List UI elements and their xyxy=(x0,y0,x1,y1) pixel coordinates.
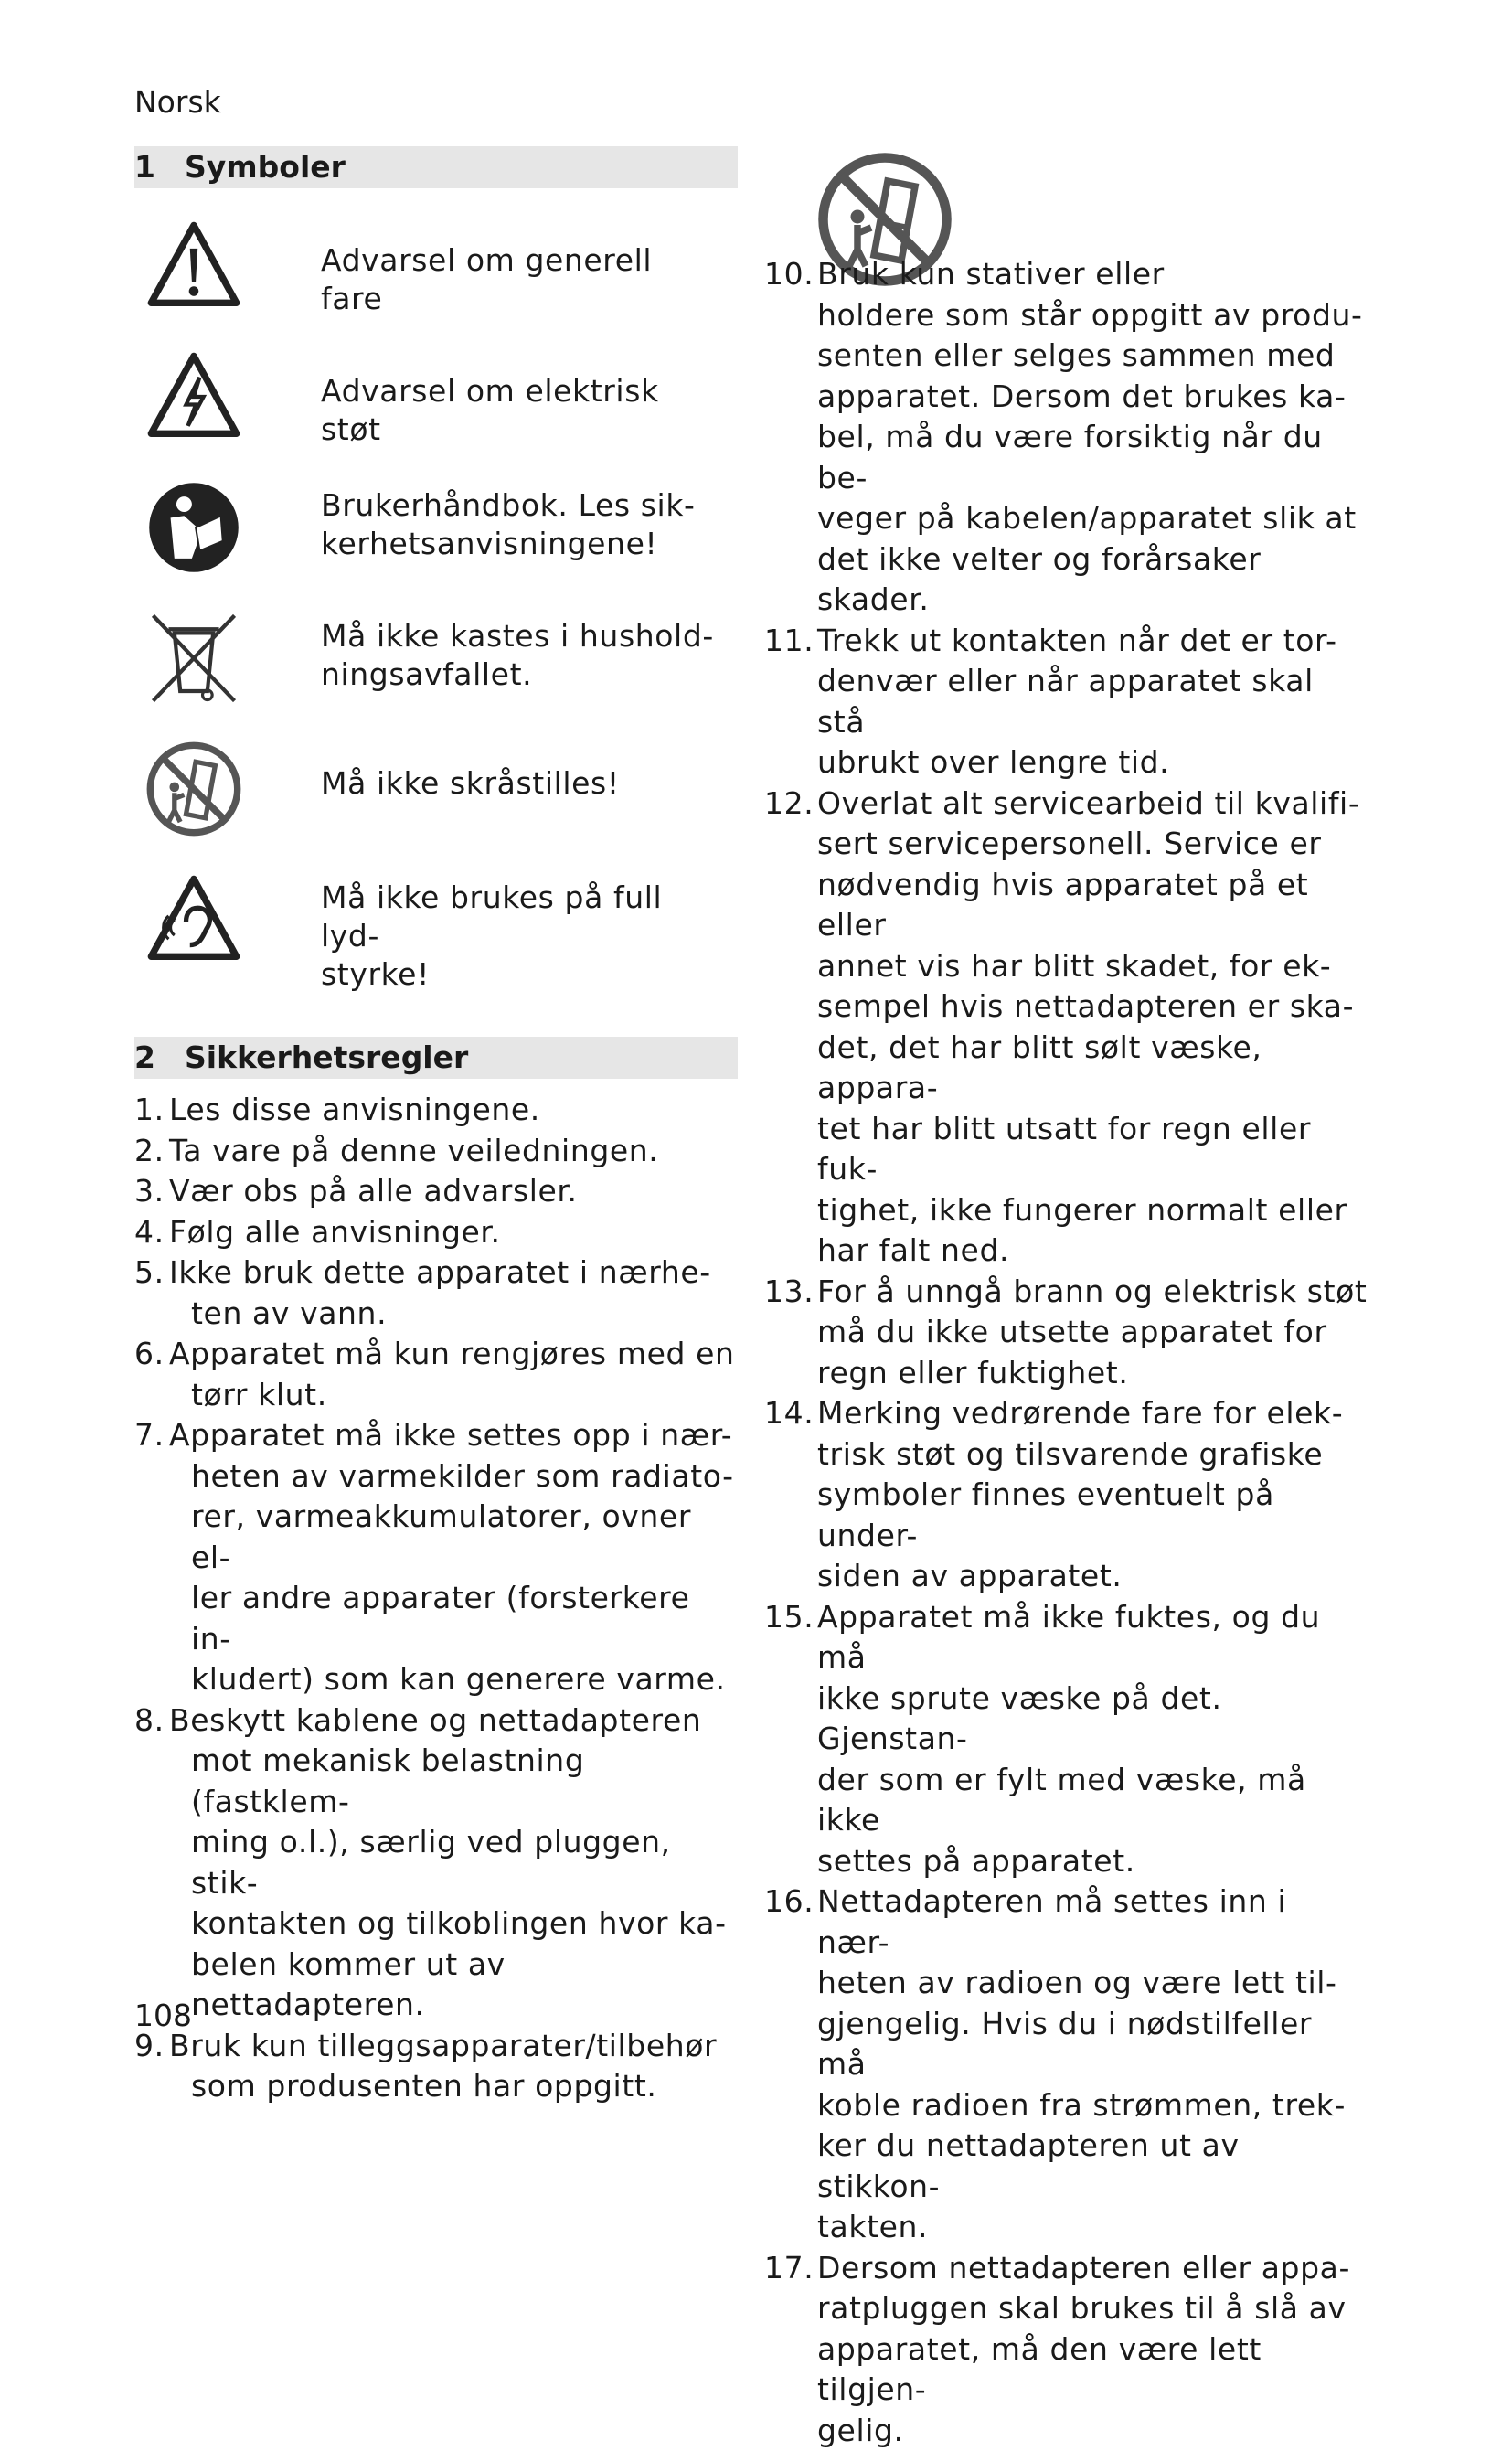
safety-rule-item xyxy=(764,621,1368,783)
symbol-description-line: kerhetsanvisningene! xyxy=(321,525,723,563)
safety-rule-line: regn eller fuktighet. xyxy=(817,1353,1368,1394)
safety-rule-line: ming o.l.), særlig ved pluggen, stik- xyxy=(191,1822,738,1903)
read-manual-icon xyxy=(145,479,242,576)
symbol-description xyxy=(321,879,723,994)
symbol-description xyxy=(321,764,723,803)
safety-rule-line: ratpluggen skal brukes til å slå av xyxy=(817,2288,1368,2329)
safety-rule-item xyxy=(134,1171,738,1212)
safety-rule-item xyxy=(134,1212,738,1253)
safety-rule-line: Overlat alt servicearbeid til kvalifi- xyxy=(817,783,1368,825)
safety-rule-line: ubrukt over lengre tid. xyxy=(817,742,1368,783)
safety-rule-line: tørr klut. xyxy=(191,1375,738,1416)
safety-rule-item xyxy=(134,1700,738,2026)
symbol-description-line: Må ikke kastes i hushold- xyxy=(321,617,723,655)
safety-rule-line: sert servicepersonell. Service er xyxy=(817,824,1368,865)
symbol-description-line: Advarsel om generell fare xyxy=(321,241,723,318)
crossed-bin-icon xyxy=(145,610,242,707)
symbol-description xyxy=(321,241,723,318)
safety-rules-right xyxy=(764,254,1368,2451)
symbol-description-line: Brukerhåndbok. Les sik- xyxy=(321,486,723,525)
safety-rule-number: 1. xyxy=(134,1090,165,1131)
symbol-description xyxy=(321,617,723,694)
safety-rule-line: tet har blitt utsatt for regn eller fuk- xyxy=(817,1109,1368,1190)
left-column xyxy=(134,146,738,2107)
page-number: 108 xyxy=(134,1998,192,2033)
safety-rule-line: veger på kabelen/apparatet slik at xyxy=(817,498,1368,539)
safety-rule-line: der som er fylt med væske, må ikke xyxy=(817,1760,1368,1841)
safety-rule-number: 13. xyxy=(764,1272,814,1313)
safety-rule-line: apparatet. Dersom det brukes ka- xyxy=(817,377,1368,418)
safety-rule-line: sempel hvis nettadapteren er ska- xyxy=(817,986,1368,1028)
safety-rule-item xyxy=(764,1272,1368,1394)
hearing-warning-icon xyxy=(145,871,242,968)
safety-rule-item xyxy=(764,1881,1368,2248)
safety-rule-number: 16. xyxy=(764,1881,814,1923)
safety-rule-item xyxy=(764,254,1368,621)
safety-rule-line: kludert) som kan generere varme. xyxy=(191,1659,738,1700)
safety-rule-line: det, det har blitt sølt væske, appara- xyxy=(817,1028,1368,1109)
symbol-description-line: styrke! xyxy=(321,955,723,994)
safety-rule-line: koble radioen fra strømmen, trek- xyxy=(817,2085,1368,2126)
safety-rule-item xyxy=(134,2026,738,2107)
safety-rule-number: 14. xyxy=(764,1393,814,1434)
safety-rule-line: ker du nettadapteren ut av stikkon- xyxy=(817,2126,1368,2207)
safety-rule-line: kontakten og tilkoblingen hvor ka- xyxy=(191,1903,738,1945)
safety-rule-line: Les disse anvisningene. xyxy=(169,1090,738,1131)
safety-rules-left xyxy=(134,1090,738,2107)
safety-rule-line: holdere som står oppgitt av produ- xyxy=(817,295,1368,336)
safety-rule-line: gjengelig. Hvis du i nødstilfeller må xyxy=(817,2004,1368,2085)
safety-rule-line: tighet, ikke fungerer normalt eller xyxy=(817,1190,1368,1231)
safety-rule-line: takten. xyxy=(817,2207,1368,2248)
right-column xyxy=(764,254,1368,2451)
safety-rule-item xyxy=(134,1252,738,1334)
safety-rule-line: trisk støt og tilsvarende grafiske xyxy=(817,1434,1368,1476)
symbol-description-line: Må ikke brukes på full lyd- xyxy=(321,879,723,955)
safety-rule-number: 12. xyxy=(764,783,814,825)
safety-rule-number: 4. xyxy=(134,1212,165,1253)
safety-rule-line: det ikke velter og forårsaker skader. xyxy=(817,539,1368,621)
symbol-description xyxy=(321,372,723,449)
safety-rule-line: Ikke bruk dette apparatet i nærhe- xyxy=(169,1252,738,1294)
safety-rule-line: ten av vann. xyxy=(191,1294,738,1335)
safety-rule-line: må du ikke utsette apparatet for xyxy=(817,1312,1368,1353)
safety-rule-line: rer, varmeakkumulatorer, ovner el- xyxy=(191,1497,738,1578)
safety-rule-line: Merking vedrørende fare for elek- xyxy=(817,1393,1368,1434)
section-2-heading xyxy=(134,1037,738,1079)
section-2-number: 2 xyxy=(134,1037,185,1079)
safety-rule-line: Bruk kun tilleggsapparater/tilbehør xyxy=(169,2026,738,2067)
safety-rule-item xyxy=(764,1597,1368,1882)
safety-rule-line: nødvendig hvis apparatet på et eller xyxy=(817,865,1368,946)
safety-rule-number: 5. xyxy=(134,1252,165,1294)
symbol-description-line: Advarsel om elektrisk støt xyxy=(321,372,723,449)
symbol-row xyxy=(134,906,738,1037)
safety-rule-number: 17. xyxy=(764,2248,814,2289)
safety-rule-line: gelig. xyxy=(817,2411,1368,2451)
safety-rule-line: bel, må du være forsiktig når du be- xyxy=(817,417,1368,498)
section-1-number: 1 xyxy=(134,146,185,188)
safety-rule-number: 8. xyxy=(134,1700,165,1742)
safety-rule-item xyxy=(134,1334,738,1415)
safety-rule-number: 6. xyxy=(134,1334,165,1375)
safety-rule-line: Nettadapteren må settes inn i nær- xyxy=(817,1881,1368,1963)
no-tilt-icon xyxy=(145,741,242,837)
safety-rule-line: Følg alle anvisninger. xyxy=(169,1212,738,1253)
safety-rule-line: Vær obs på alle advarsler. xyxy=(169,1171,738,1212)
safety-rule-number: 7. xyxy=(134,1415,165,1456)
safety-rule-line: settes på apparatet. xyxy=(817,1841,1368,1882)
safety-rule-line: som produsenten har oppgitt. xyxy=(191,2066,738,2107)
safety-rule-line: Trekk ut kontakten når det er tor- xyxy=(817,621,1368,662)
safety-rule-number: 3. xyxy=(134,1171,165,1212)
safety-rule-number: 2. xyxy=(134,1131,165,1172)
language-label: Norsk xyxy=(134,84,221,120)
safety-rule-line: Apparatet må ikke settes opp i nær- xyxy=(169,1415,738,1456)
safety-rule-line: belen kommer ut av nettadapteren. xyxy=(191,1945,738,2026)
safety-rule-number: 11. xyxy=(764,621,814,662)
electric-shock-icon xyxy=(145,348,242,445)
safety-rule-line: denvær eller når apparatet skal stå xyxy=(817,661,1368,742)
symbol-description-line: Må ikke skråstilles! xyxy=(321,764,723,803)
safety-rule-line: Apparatet må ikke fuktes, og du må xyxy=(817,1597,1368,1678)
safety-rule-line: siden av apparatet. xyxy=(817,1556,1368,1597)
safety-rule-line: Apparatet må kun rengjøres med en xyxy=(169,1334,738,1375)
safety-rule-item xyxy=(764,783,1368,1272)
safety-rule-line: heten av radioen og være lett til- xyxy=(817,1963,1368,2004)
warning-triangle-icon xyxy=(145,218,242,314)
safety-rule-line: ikke sprute væske på det. Gjenstan- xyxy=(817,1678,1368,1760)
safety-rule-line: mot mekanisk belastning (fastklem- xyxy=(191,1741,738,1822)
safety-rule-line: Beskytt kablene og nettadapteren xyxy=(169,1700,738,1742)
section-2-title: Sikkerhetsregler xyxy=(185,1039,468,1075)
safety-rule-line: senten eller selges sammen med xyxy=(817,336,1368,377)
safety-rule-item xyxy=(134,1131,738,1172)
safety-rule-line: Dersom nettadapteren eller appa- xyxy=(817,2248,1368,2289)
safety-rule-line: har falt ned. xyxy=(817,1231,1368,1272)
safety-rule-line: Bruk kun stativer eller xyxy=(817,254,1368,295)
symbol-description-line: ningsavfallet. xyxy=(321,655,723,694)
safety-rule-item xyxy=(134,1090,738,1131)
safety-rule-line: apparatet, må den være lett tilgjen- xyxy=(817,2329,1368,2411)
section-1-title: Symboler xyxy=(185,149,346,185)
safety-rule-line: symboler finnes eventuelt på under- xyxy=(817,1475,1368,1556)
safety-rule-line: annet vis har blitt skadet, for ek- xyxy=(817,946,1368,987)
safety-rule-item xyxy=(134,1415,738,1700)
safety-rule-number: 15. xyxy=(764,1597,814,1638)
safety-rule-line: heten av varmekilder som radiato- xyxy=(191,1456,738,1497)
safety-rule-number: 10. xyxy=(764,254,814,295)
safety-rule-item xyxy=(764,1393,1368,1597)
symbol-description xyxy=(321,486,723,563)
safety-rule-item xyxy=(764,2248,1368,2451)
safety-rule-line: ler andre apparater (forsterkere in- xyxy=(191,1578,738,1659)
section-1-heading xyxy=(134,146,738,188)
safety-rule-line: Ta vare på denne veiledningen. xyxy=(169,1131,738,1172)
safety-rule-number: 9. xyxy=(134,2026,165,2067)
symbol-list xyxy=(134,252,738,1037)
safety-rule-line: For å unngå brann og elektrisk støt xyxy=(817,1272,1368,1313)
